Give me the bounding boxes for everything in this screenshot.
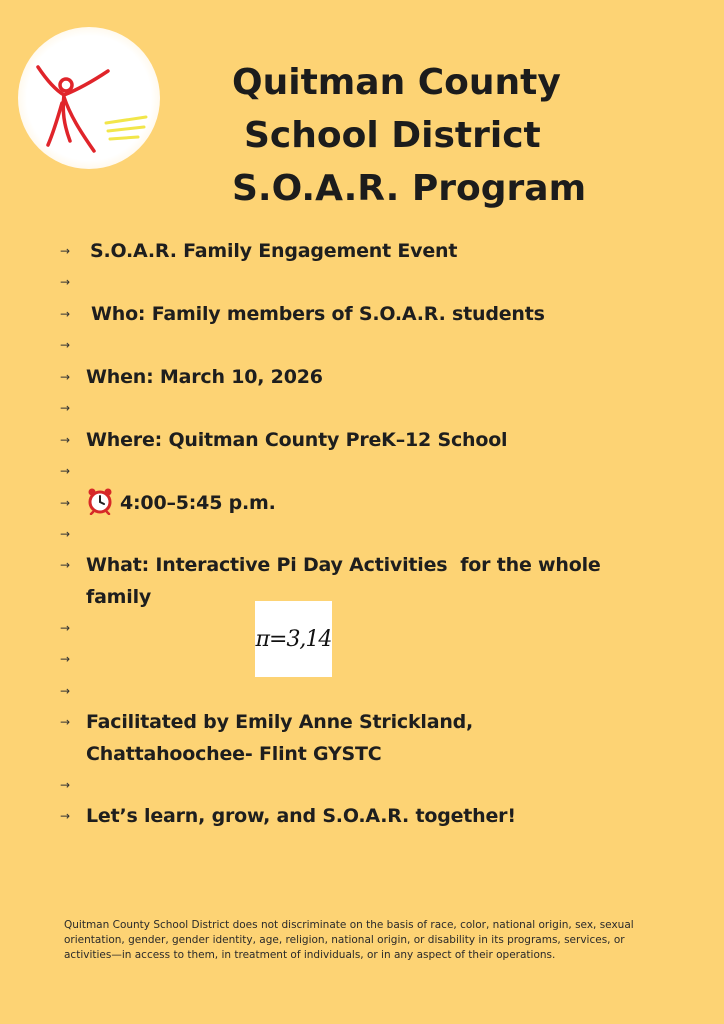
facilitator-line-2: Chattahoochee- Flint GYSTC: [86, 743, 382, 765]
page-title: [190, 56, 620, 215]
pi-image: [255, 601, 332, 677]
arrow-icon: →: [60, 621, 71, 635]
list-item: [60, 366, 323, 393]
list-item: [60, 334, 80, 356]
pi-value: π=3,14: [255, 626, 332, 652]
time-value: 4:00–5:45 p.m.: [120, 492, 276, 514]
title-line-3: S.O.A.R. Program: [232, 168, 587, 209]
when-text: When: March 10, 2026: [86, 366, 323, 388]
arrow-icon: →: [60, 464, 71, 478]
facilitator-text: [86, 706, 473, 770]
list-item: [60, 554, 676, 613]
arrow-icon: →: [60, 496, 71, 510]
what-line-1: What: Interactive Pi Day Activities for the whole: [86, 554, 601, 576]
arrow-icon: →: [60, 244, 71, 258]
arrow-icon: →: [60, 527, 71, 541]
arrow-icon: →: [60, 684, 71, 698]
list-item: [60, 805, 516, 832]
list-item: [60, 240, 457, 267]
arrow-icon: →: [60, 652, 71, 666]
list-item: [60, 397, 80, 419]
arrow-icon: →: [60, 433, 71, 447]
arrow-icon: →: [60, 715, 71, 729]
district-logo: [18, 27, 160, 169]
list-item: [60, 429, 507, 456]
arrow-icon: →: [60, 370, 71, 384]
list-item: [60, 648, 80, 670]
time-text: [86, 487, 276, 519]
list-item: [60, 303, 545, 330]
list-item: [60, 711, 473, 770]
list-item: [60, 774, 80, 796]
list-item: [60, 271, 80, 293]
arrow-icon: →: [60, 778, 71, 792]
dancing-figure-icon: [18, 27, 160, 169]
list-item: [60, 523, 80, 545]
list-item: [60, 617, 80, 639]
title-line-2: School District: [244, 115, 541, 156]
where-text: Where: Quitman County PreK–12 School: [86, 429, 508, 451]
event-name: S.O.A.R. Family Engagement Event: [90, 240, 458, 262]
who-text: Who: Family members of S.O.A.R. students: [91, 303, 545, 325]
list-item: [60, 460, 80, 482]
arrow-icon: →: [60, 809, 71, 823]
arrow-icon: →: [60, 338, 71, 352]
arrow-icon: →: [60, 558, 71, 572]
arrow-icon: →: [60, 275, 71, 289]
closing-text: Let’s learn, grow, and S.O.A.R. together!: [86, 805, 516, 827]
list-item: [60, 492, 276, 519]
arrow-icon: →: [60, 307, 71, 321]
nondiscrimination-notice: Quitman County School District does not discriminate on the basis of race, color, national origin, sex, sexual orientation, gender, gender identity, age, religion, national origin, or disability in its programs, services, or activities—in access to them, in treatment of individuals, or in any aspect of their operations.: [64, 919, 634, 961]
alarm-clock-icon: [86, 487, 114, 515]
title-line-1: Quitman County: [232, 62, 561, 103]
what-text: [86, 549, 676, 613]
arrow-icon: →: [60, 401, 71, 415]
what-line-2: family: [86, 586, 152, 608]
list-item: [60, 680, 80, 702]
facilitator-line-1: Facilitated by Emily Anne Strickland,: [86, 711, 474, 733]
